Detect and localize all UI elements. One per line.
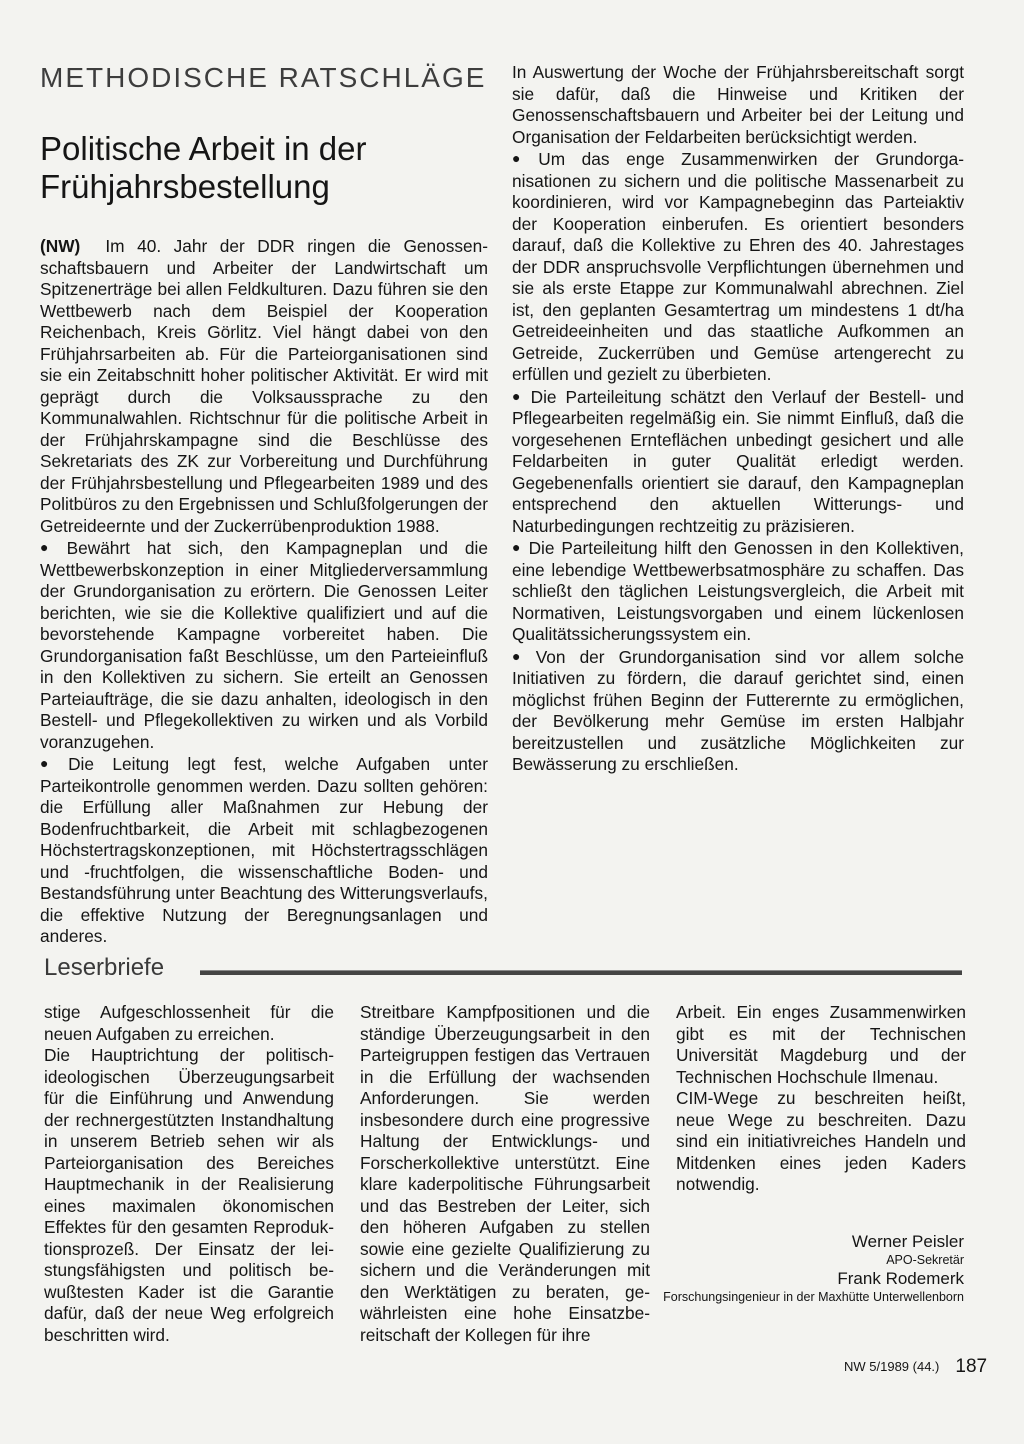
signature-name: Werner Peisler <box>851 1232 964 1251</box>
page-number: 187 <box>955 1356 988 1377</box>
letter-paragraph: CIM-Wege zu beschreiten heißt, neue Wege zu beschreiten. Dazu sind ein initiativreiches Handeln und Mitdenken eines jeden Kaders notwendig. <box>676 1088 966 1194</box>
signature-block <box>640 1231 964 1305</box>
letter-paragraph: stige Aufgeschlossenheit für die neuen Aufgaben zu erreichen. <box>44 1002 334 1044</box>
bullet-icon: ● <box>512 387 525 404</box>
letters-column-1 <box>44 1002 334 1346</box>
article-paragraph: ● Bewährt hat sich, den Kampagneplan und die Wettbewerbskonzeption in einer Mitgliederversammlung der Grundorganisation zu erörtern. Die Genossen Leiter berichten, wie sie die Kollektive qualifiziert und auf die bevorstehende Kampagne vorbereitet haben. Die Grundorganisation faßt Beschlüsse, um den Parteieinfluß in den Kollektiven zu sichern. Sie erteilt an Genossen Parteiaufträge, die sie dazu anhalten, ideologisch in den Bestell- und Pflegekollektiven zu wirken und als Vorbild voranzugehen. <box>40 538 488 752</box>
bullet-icon: ● <box>512 647 530 664</box>
letters-column-2 <box>360 1002 650 1346</box>
article-paragraph: ● Von der Grundorganisation sind vor allem solche Initiativen zu fördern, die darauf gerichtet sind, einen möglichst frühen Beginn der Futterernte zu ermöglichen, der Bevölkerung mehr Gemüse im ersten Halbjahr bereitzustellen und zusätzliche Möglichkeiten zur Bewässerung zu erschließen. <box>512 646 964 774</box>
signature-role: APO-Sekretär <box>886 1253 964 1267</box>
signature-name: Frank Rodemerk <box>837 1269 964 1288</box>
article-paragraph: ● Die Leitung legt fest, welche Aufgaben unter Parteikontrolle genommen werden. Dazu sollten gehören: die Erfüllung aller Maßnahmen zur Hebung der Bodenfruchtbarkeit, die Arbeit mit schlagbezogenen Höchstertragskonzeptionen, mit Höchstertragsschlägen und -fruchtfolgen, die wissenschaftliche Boden- und Bestandsführung unter Beachtung des Witterungsverlaufs, die effektive Nutzung der Beregnungsanlagen und anderes. <box>40 754 488 946</box>
article-column-right <box>512 62 964 776</box>
article-paragraph: ● Die Parteileitung hilft den Genossen in den Kollektiven, eine lebendige Wettbewerbsatmosphäre zu schaffen. Das schließt den täglichen Leistungsvergleich, die Arbeit mit Normativen, Leistungsvorgaben und einem lückenlosen Qualitätssicherungssystem ein. <box>512 538 964 644</box>
section-kicker: METHODISCHE RATSCHLÄGE <box>40 62 487 93</box>
section-divider <box>200 970 962 975</box>
article-paragraph: In Auswertung der Woche der Frühjahrsbereitschaft sorgt sie dafür, daß die Hinweise und Kritiken der Genossenschaftsbauern und Arbeiter bei der Leitung und Organisation der Feldarbeiten berücksichtigt werden. <box>512 62 964 147</box>
article-paragraph: ● Die Parteileitung schätzt den Verlauf der Bestell- und Pflegearbeiten regelmäßig ein. Sie nimmt Einfluß, daß die vorgesehenen Ernteflächen unbedingt gesichert und alle Feldarbeiten in guter Qualität erledigt werden. Gegebenenfalls orientiert sie darauf, den Kampagneplan entsprechend den aktuellen Witterungs- und Naturbedingungen rechtzeitig zu präzisieren. <box>512 386 965 536</box>
source-tag: (NW) <box>40 236 81 256</box>
letter-paragraph: Die Hauptrichtung der politischideologischen Überzeugungsarbeit für die Einführung und Anwendung der rechnergestützten Instandhaltung in unserem Betrieb sehen wir als Parteiorganisation des Bereiches Hauptmechanik in der Realisierung eines maximalen ökonomischen Effektes für den gesamten Reproduktionsprozeß. Der Einsatz der leistungsfähigsten und politisch bewußtesten Kader ist die Garantie dafür, daß der neue Weg erfolgreich beschritten wird. <box>44 1045 334 1345</box>
article-paragraph: (NW) Im 40. Jahr der DDR ringen die Genossenschaftsbauern und Arbeiter der Landwirtschaft um Spitzenerträge bei allen Feldkulturen. Dazu führen sie den Wettbewerb nach dem Beispiel der Kooperation Reichenbach, Kreis Görlitz. Viel hängt dabei von den Frühjahrsarbeiten ab. Für die Parteiorganisationen sind sie ein Zeitabschnitt hoher politischer Aktivität. Er wird mit geprägt durch die Volksaussprache zu den Kommunalwahlen. Richtschnur für die politische Arbeit in der Frühjahrskampagne sind die Beschlüsse des Sekretariats des ZK zur Vorbereitung und Durchführung der Frühjahrsbestellung und Pflegearbeiten 1989 und des Politbüros zu den Ergebnissen und Schlußfolgerungen der Getreideernte und der Zuckerrübenproduktion 1988. <box>40 236 488 536</box>
article-column-left <box>40 236 488 948</box>
bullet-icon: ● <box>512 150 533 166</box>
letter-paragraph: Arbeit. Ein enges Zusammenwirken gibt es mit der Technischen Universität Magdeburg und der Technischen Hochschule Ilmenau. <box>676 1002 966 1087</box>
article-paragraph: ● Um das enge Zusammenwirken der Grundorganisationen zu sichern und die politische Massenarbeit zu koordinieren, wird vor Kampagnebeginn das Parteiaktiv der Kooperation einberufen. Es orientiert besonders darauf, daß die Kollektive zu Ehren des 40. Jahrestages der DDR anspruchsvolle Verpflichtungen übernehmen und sie als erste Etappe zur Kommunalwahl abrechnen. Ziel ist, den geplanten Gesamtertrag um mindestens 1 dt/ha Getreideeinheiten und das staatliche Aufkommen an Getreide, Zuckerrüben und Gemüse artengerecht zu erfüllen und gezielt zu überbieten. <box>512 149 964 384</box>
page-footer <box>844 1356 988 1378</box>
letters-column-3 <box>676 1002 966 1196</box>
issue-reference: NW 5/1989 (44.) <box>844 1359 940 1374</box>
bullet-icon: ● <box>512 539 523 555</box>
signature-role: Forschungsingenieur in der Maxhütte Unterwellenborn <box>663 1290 964 1304</box>
letter-paragraph: Streitbare Kampfpositionen und die ständige Überzeugungsarbeit in den Parteigruppen festigen das Vertrauen in die Erfüllung der wachsenden Anforderungen. Sie werden insbesondere durch eine progressive Haltung der Entwicklungs- und Forscherkollektive unterstützt. Eine klare kaderpolitische Führungsarbeit und das Bestreben der Leiter, sich den höheren Aufgaben zu stellen sowie eine gezielte Qualifizierung zu sichern und die Veränderungen mit den Werktätigen zu beraten, gewährleisten eine hohe Einsatzbereitschaft der Kollegen für ihre <box>360 1002 650 1345</box>
bullet-icon: ● <box>40 539 61 555</box>
article-headline: Politische Arbeit in der Frühjahrsbestellung <box>40 130 367 205</box>
bullet-icon: ● <box>40 755 63 771</box>
letters-section-heading: Leserbriefe <box>44 954 165 981</box>
